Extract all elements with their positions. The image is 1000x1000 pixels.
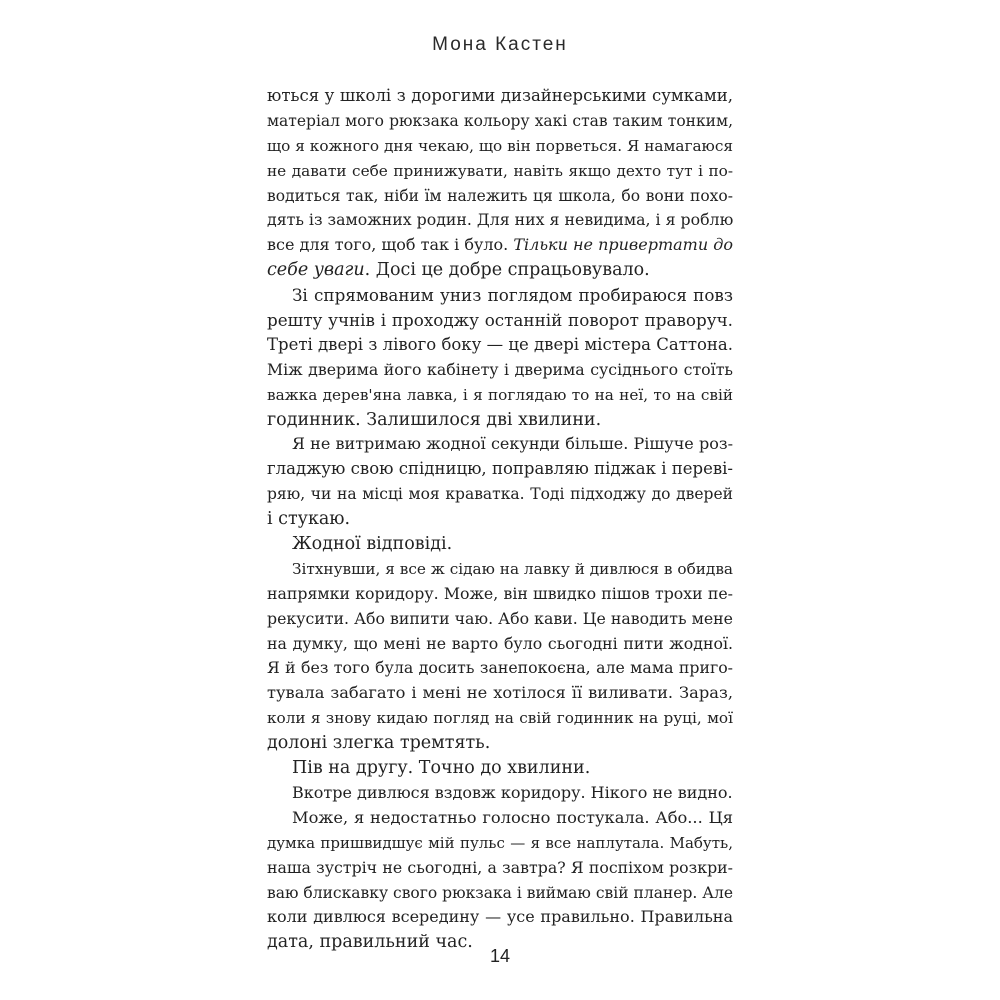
text-line: дата, правильний час. (267, 932, 473, 953)
text-line: Треті двері з лівого боку — це двері містера Саттона. (267, 334, 733, 354)
italic-run: Тільки не привертати до (513, 235, 734, 255)
body-text (267, 84, 733, 955)
paragraph (267, 806, 733, 955)
text-line: важка дерев'яна лавка, і я поглядаю то на неї, то на свій (267, 385, 733, 404)
paragraph (267, 432, 733, 532)
text-run: все для того, щоб так і було. (267, 235, 514, 255)
text-line: ються у школі з дорогими дизайнерськими сумками, (267, 86, 733, 105)
paragraph (267, 283, 733, 432)
italic-run: себе уваги (267, 260, 365, 281)
text-line: водиться так, ніби їм належить ця школа, бо вони похо- (267, 186, 733, 205)
text-line: Пів на другу. Точно до хвилини. (292, 758, 591, 779)
text-line: Може, я недостатньо голосно постукала. Або... Ця (292, 807, 733, 827)
text-line: тувала забагато і мені не хотілося її виливати. Зараз, (267, 683, 733, 703)
paragraph (267, 557, 733, 756)
paragraph (267, 532, 733, 557)
text-line: Зі спрямованим униз поглядом пробираюся повз (292, 285, 733, 306)
paragraph (267, 756, 733, 781)
text-line: решту учнів і проходжу останній поворот праворуч. (267, 310, 733, 331)
text-line: Я й без того була досить занепокоєна, але мама приго- (267, 658, 733, 678)
text-line: і стукаю. (267, 509, 351, 530)
text-line: рекусити. Або випити чаю. Або кави. Це наводить мене (267, 608, 733, 628)
text-line: Жодної відповіді. (292, 534, 453, 555)
text-line: не давати себе принижувати, навіть якщо дехто тут і по- (267, 161, 733, 180)
text-line (267, 258, 733, 283)
text-line: що я кожного дня чекаю, що він порветься. Я намагаюся (267, 136, 733, 155)
text-line: Вкотре дивлюся вздовж коридору. Нікого не видно. (292, 782, 733, 802)
paragraph (267, 84, 733, 283)
text-line: Зітхнувши, я все ж сідаю на лавку й дивлюся в обидва (292, 559, 733, 578)
text-line: ваю блискавку свого рюкзака і виймаю свій планер. Але (267, 883, 733, 902)
running-head-author: Мона Кастен (432, 34, 568, 55)
text-line: Між дверима його кабінету і дверима сусіднього стоїть (267, 359, 733, 379)
text-line: ряю, чи на місці моя краватка. Тоді підходжу до дверей (267, 485, 733, 504)
paragraph (267, 781, 733, 806)
text-line: наша зустріч не сьогодні, а завтра? Я поспіхом розкри- (267, 857, 733, 877)
text-line (267, 233, 733, 258)
text-line: матеріал мого рюкзака кольору хакі став таким тонким, (267, 111, 733, 130)
text-line: гладжую свою спідницю, поправляю піджак і переві- (267, 459, 733, 479)
text-line: напрямки коридору. Може, він швидко пішов трохи пе- (267, 583, 733, 603)
text-line: годинник. Залишилося дві хвилини. (267, 409, 602, 430)
text-run: . Досі це добре спрацьовувало. (364, 260, 650, 281)
text-line: коли дивлюся всередину — усе правильно. Правильна (267, 907, 733, 927)
text-line: Я не витримаю жодної секунди більше. Рішуче роз- (292, 434, 733, 454)
text-line: долоні злегка тремтять. (267, 733, 491, 754)
page-number: 14 (489, 946, 511, 966)
text-line: дять із заможних родин. Для них я невидима, і я роблю (267, 210, 734, 230)
text-line: думка пришвидшує мій пульс — я все наплутала. Мабуть, (267, 833, 733, 852)
text-line: коли я знову кидаю погляд на свій годинник на руці, мої (267, 709, 733, 728)
text-line: на думку, що мені не варто було сьогодні пити жодної. (267, 633, 733, 653)
